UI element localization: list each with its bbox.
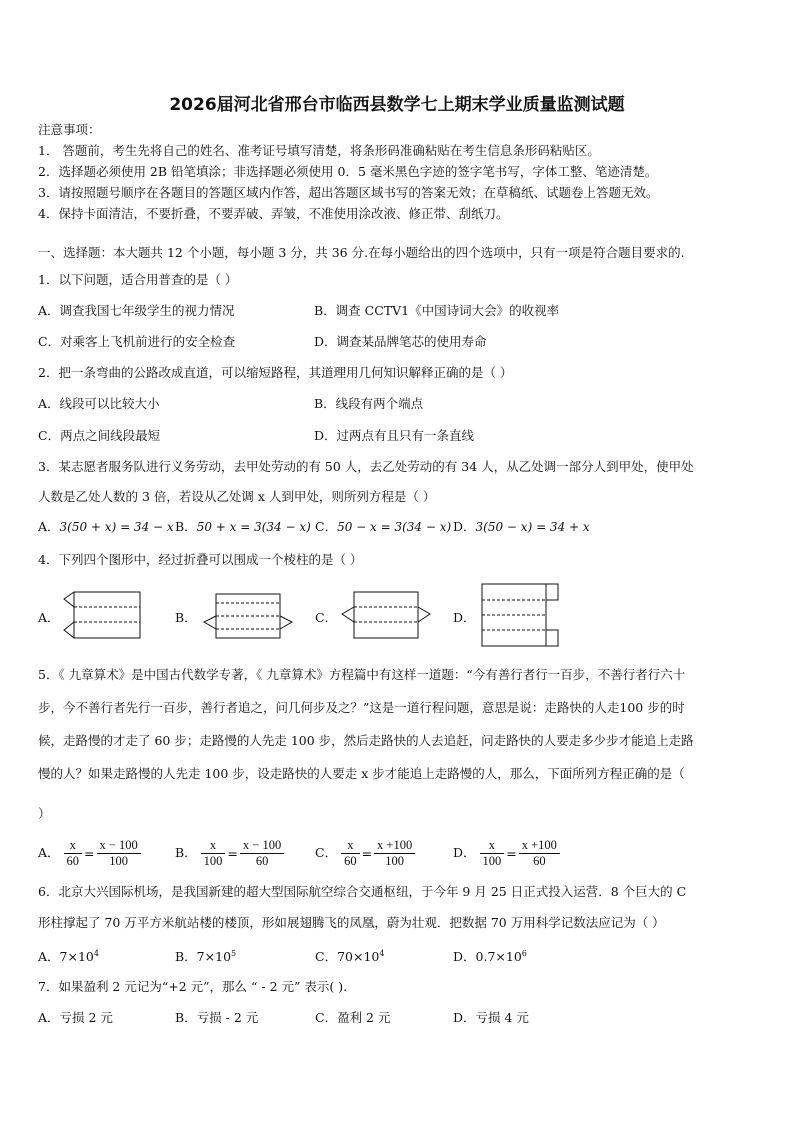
equals-sign: = xyxy=(227,845,238,861)
q3-option-d[interactable] xyxy=(453,519,590,535)
question-3-stem-cont: 人数是乙处人数的 3 倍，若设从乙处调 x 人到甲处，则所列方程是（ ） xyxy=(38,489,436,504)
q4-option-a-label[interactable]: A． xyxy=(38,610,60,625)
q4-net-figure-a xyxy=(62,590,144,642)
equals-sign: = xyxy=(506,845,517,861)
q2-option-a[interactable]: A．线段可以比较大小 xyxy=(38,396,160,411)
section-heading: 一、选择题：本大题共 12 个小题，每小题 3 分，共 36 分.在每小题给出的四个选项中，只有一项是符合题目要求的. xyxy=(38,245,685,260)
notice-item: 4．保持卡面清洁，不要折叠，不要弄破、弄皱，不准使用涂改液、修正带、刮纸刀。 xyxy=(38,206,509,221)
question-5-stem-cont: ） xyxy=(38,806,51,821)
q1-option-b[interactable]: B．调查 CCTV1《中国诗词大会》的收视率 xyxy=(314,303,560,318)
equals-sign: = xyxy=(84,845,95,861)
q7-option-b[interactable]: B．亏损 - 2 元 xyxy=(175,1010,259,1025)
q4-option-c-label[interactable]: C． xyxy=(315,610,338,625)
fraction: $\frac{x +100}{60}$ xyxy=(519,838,560,869)
q5-option-a[interactable] xyxy=(38,838,141,869)
question-5-stem-cont: 候，走路慢的才走了 60 步；走路慢的人先走 100 步，然后走路快的人去追赶，问走路快的人要走多少步才能追上走路 xyxy=(38,733,694,748)
option-label: C． xyxy=(315,519,338,534)
option-label: C． xyxy=(315,845,338,860)
question-1-stem: 1．以下问题，适合用普查的是（ ） xyxy=(38,272,238,287)
equation: 3(50 − x) = 34 + x xyxy=(475,520,590,534)
question-5-stem: 5．《 九章算术》是中国古代数学专著，《 九章算术》方程篇中有这样一道题：“今有善行者行一百步，不善行者行六十 xyxy=(38,667,686,682)
option-label: A． xyxy=(38,519,60,534)
q6-option-d[interactable]: D．$0.7\times 10^6$ xyxy=(453,949,527,965)
fraction: $\frac{x +100}{100}$ xyxy=(374,838,415,869)
notice-item: 1． 答题前，考生先将自己的姓名、准考证号填写清楚，将条形码准确粘贴在考生信息条形码粘贴区。 xyxy=(38,143,600,158)
q7-option-c[interactable]: C．盈利 2 元 xyxy=(315,1010,391,1025)
q3-option-b[interactable] xyxy=(175,519,311,535)
fraction: $\frac{x}{100}$ xyxy=(480,838,505,869)
q5-option-d[interactable] xyxy=(453,838,560,869)
q1-option-c[interactable]: C．对乘客上飞机前进行的安全检查 xyxy=(38,334,236,349)
page-title: 2026届河北省邢台市临西县数学七上期末学业质量监测试题 xyxy=(169,95,625,115)
equation: 50 + x = 3(34 − x) xyxy=(196,520,311,534)
q4-net-figure-d xyxy=(478,582,562,648)
question-4-stem: 4．下列四个图形中，经过折叠可以围成一个棱柱的是（ ） xyxy=(38,552,363,567)
option-label: B． xyxy=(175,845,197,860)
question-7-stem: 7．如果盈利 2 元记为“+2 元”，那么 “ - 2 元” 表示( ). xyxy=(38,979,348,994)
question-5-stem-cont: 慢的人？如果走路慢的人先走 100 步，设走路快的人要走 x 步才能追上走路慢的人，那么，下面所列方程正确的是（ xyxy=(38,766,685,781)
q5-option-b[interactable] xyxy=(175,838,284,869)
q7-option-d[interactable]: D．亏损 4 元 xyxy=(453,1010,529,1025)
q1-option-d[interactable]: D．调查某品牌笔芯的使用寿命 xyxy=(314,334,487,349)
q1-option-a[interactable]: A．调查我国七年级学生的视力情况 xyxy=(38,303,235,318)
fraction: $\frac{x}{60}$ xyxy=(341,838,360,869)
option-label: D． xyxy=(453,519,476,534)
q3-option-c[interactable] xyxy=(315,519,451,535)
equation: 50 − x = 3(34 − x) xyxy=(337,520,452,534)
fraction: $\frac{x - 100}{100}$ xyxy=(97,838,141,869)
question-5-stem-cont: 步，今不善行者先行一百步，善行者追之，问几何步及之？”这是一道行程问题，意思是说：走路快的人走100 步的时 xyxy=(38,700,685,715)
notice-item: 2．选择题必须使用 2B 铅笔填涂；非选择题必须使用 0．5 毫米黑色字迹的签字笔书写，字体工整、笔迹清楚。 xyxy=(38,164,658,179)
notice-heading: 注意事项： xyxy=(38,122,101,137)
question-6-stem-cont: 形柱撑起了 70 万平方米航站楼的楼顶，形如展翅腾飞的凤凰，蔚为壮观．把数据 70 万用科学记数法应记为（ ） xyxy=(38,915,665,930)
q6-option-a[interactable]: A．$7\times 10^4$ xyxy=(38,949,99,965)
q6-option-b[interactable]: B．$7\times 10^5$ xyxy=(175,949,237,965)
q4-net-figure-b xyxy=(200,592,296,642)
q4-net-figure-c xyxy=(337,590,435,642)
q2-option-d[interactable]: D．过两点有且只有一条直线 xyxy=(314,428,475,443)
equals-sign: = xyxy=(361,845,373,861)
q3-option-a[interactable] xyxy=(38,519,174,535)
q2-option-b[interactable]: B．线段有两个端点 xyxy=(314,396,424,411)
fraction: $\frac{x}{60}$ xyxy=(64,838,83,869)
notice-item: 3．请按照题号顺序在各题目的答题区域内作答，超出答题区域书写的答案无效；在草稿纸、试题卷上答题无效。 xyxy=(38,185,659,200)
q6-option-c[interactable]: C．$70\times 10^4$ xyxy=(315,949,385,965)
question-6-stem: 6．北京大兴国际机场，是我国新建的超大型国际航空综合交通枢纽，于今年 9 月 25 日正式投入运营．8 个巨大的 C xyxy=(38,884,687,899)
question-2-stem: 2．把一条弯曲的公路改成直道，可以缩短路程，其道理用几何知识解释正确的是（ ） xyxy=(38,365,513,380)
q4-option-b-label[interactable]: B． xyxy=(175,610,197,625)
fraction: $\frac{x}{100}$ xyxy=(201,838,226,869)
q5-option-c[interactable] xyxy=(315,838,415,869)
q4-option-d-label[interactable]: D． xyxy=(453,610,476,625)
q7-option-a[interactable]: A．亏损 2 元 xyxy=(38,1010,113,1025)
option-label: A． xyxy=(38,845,60,860)
q2-option-c[interactable]: C．两点之间线段最短 xyxy=(38,428,161,443)
fraction: $\frac{x - 100}{60}$ xyxy=(240,838,284,869)
question-3-stem: 3．某志愿者服务队进行义务劳动，去甲处劳动的有 50 人，去乙处劳动的有 34 人，从乙处调一部分人到甲处，使甲处 xyxy=(38,459,694,474)
option-label: D． xyxy=(453,845,476,860)
option-label: B． xyxy=(175,519,197,534)
equation: 3(50 + x) = 34 − x xyxy=(59,520,174,534)
